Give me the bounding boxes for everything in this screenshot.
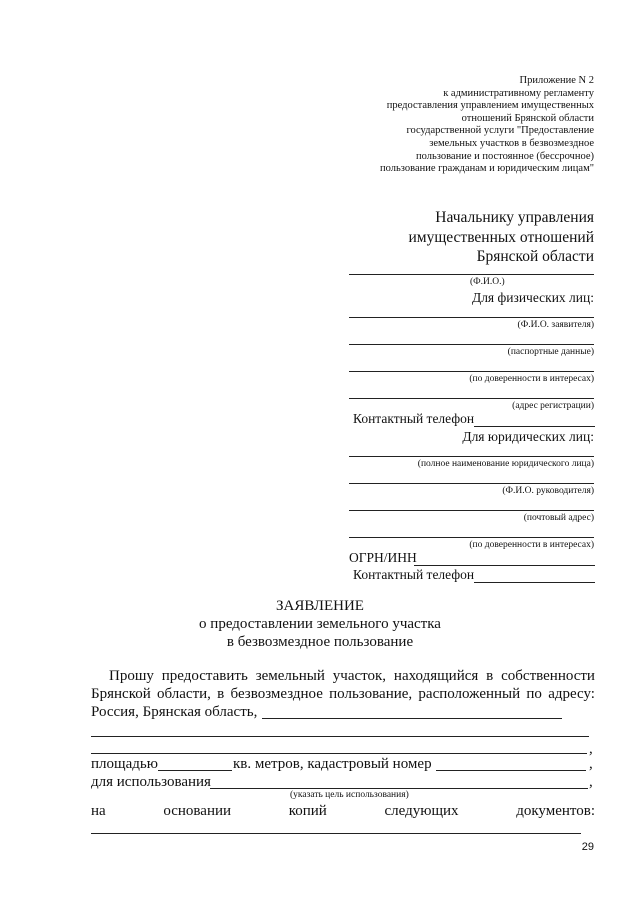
area-field[interactable] (158, 770, 232, 771)
reg-address-line[interactable] (349, 398, 594, 399)
use-purpose-caption: (указать цель использования) (290, 790, 409, 800)
body-word: Брянской (91, 686, 151, 702)
annex-line: государственной услуги "Предоставление (406, 125, 594, 137)
annex-line: земельных участков в безвозмездное (429, 137, 594, 149)
body-word: расположенный (418, 686, 521, 702)
annex-block (264, 75, 594, 176)
body-word: документов: (516, 803, 595, 819)
address-line-2[interactable] (91, 736, 589, 737)
request-paragraph-line (91, 667, 595, 685)
cadastral-number-field[interactable] (436, 770, 586, 771)
body-word: в (486, 668, 494, 684)
address-line[interactable] (262, 718, 562, 719)
legal-proxy-caption: (по доверенности в интересах) (469, 540, 594, 550)
body-word: участок, (332, 668, 387, 684)
body-word: собственности (501, 668, 595, 684)
body-word: копий (288, 803, 327, 819)
address-comma: , (589, 741, 593, 757)
director-line[interactable] (349, 483, 594, 484)
org-name-line[interactable] (349, 456, 594, 457)
applicant-name-caption: (Ф.И.О. заявителя) (517, 320, 594, 330)
annex-line: к административному регламенту (443, 87, 594, 99)
body-word: адресу: (548, 686, 595, 702)
body-word: находящийся (393, 668, 479, 684)
annex-line: предоставления управлением имущественных (386, 100, 594, 112)
reg-address-caption: (адрес регистрации) (512, 401, 594, 411)
document-subtitle: в безвозмездное пользование (226, 634, 414, 650)
body-word: земельный (255, 668, 325, 684)
annex-line: Приложение N 2 (519, 75, 594, 86)
cadastral-label: кв. метров, кадастровый номер (233, 756, 432, 772)
use-label: для использования (91, 774, 211, 790)
addressee-block (294, 208, 594, 267)
addressee-line: имущественных отношений (408, 228, 594, 246)
document-title: ЗАЯВЛЕНИЕ (276, 598, 364, 614)
individual-phone-line[interactable] (474, 426, 595, 427)
body-word: в (217, 686, 225, 702)
document-subtitle: о предоставлении земельного участка (199, 616, 441, 632)
legal-phone-label: Контактный телефон (353, 567, 475, 582)
body-word: области, (157, 686, 211, 702)
individuals-heading: Для физических лиц: (471, 290, 594, 305)
passport-line[interactable] (349, 344, 594, 345)
legal-heading: Для юридических лиц: (462, 429, 594, 444)
cadastral-comma: , (589, 756, 593, 772)
body-word: на (91, 803, 106, 819)
documents-line[interactable] (91, 833, 581, 834)
use-comma: , (589, 774, 593, 790)
fio-line[interactable] (349, 274, 594, 275)
applicant-name-line[interactable] (349, 317, 594, 318)
postal-address-caption: (почтовый адрес) (523, 513, 594, 523)
body-word: предоставить (161, 668, 248, 684)
org-name-caption: (полное наименование юридического лица) (417, 459, 594, 469)
address-prefix: Россия, Брянская область, (91, 704, 258, 720)
body-word: Прошу (109, 668, 154, 684)
annex-line: пользование гражданам и юридическим лицам" (380, 163, 594, 175)
postal-address-line[interactable] (349, 510, 594, 511)
body-word: пользование, (329, 686, 413, 702)
page-number: 29 (581, 841, 594, 853)
body-word: основании (163, 803, 232, 819)
ogrn-line[interactable] (414, 565, 595, 566)
request-paragraph-line (91, 685, 595, 703)
addressee-line: Брянской области (476, 248, 594, 265)
body-word: безвозмездное (230, 686, 323, 702)
proxy-caption: (по доверенности в интересах) (469, 374, 594, 384)
proxy-line[interactable] (349, 371, 594, 372)
annex-line: пользование и постоянное (бессрочное) (416, 150, 594, 162)
legal-proxy-line[interactable] (349, 537, 594, 538)
body-word: по (526, 686, 542, 702)
individual-phone-label: Контактный телефон (353, 411, 475, 426)
director-caption: (Ф.И.О. руководителя) (502, 486, 594, 496)
body-word: следующих (384, 803, 459, 819)
use-purpose-field[interactable] (210, 788, 588, 789)
area-label: площадью (91, 756, 158, 772)
ogrn-label: ОГРН/ИНН (349, 550, 417, 565)
annex-line: отношений Брянской области (461, 112, 594, 124)
legal-phone-line[interactable] (474, 582, 595, 583)
basis-line (91, 802, 595, 820)
passport-caption: (паспортные данные) (507, 347, 594, 357)
addressee-line: Начальнику управления (435, 209, 594, 226)
address-line-3[interactable] (91, 753, 587, 754)
fio-caption: (Ф.И.О.) (470, 277, 505, 287)
